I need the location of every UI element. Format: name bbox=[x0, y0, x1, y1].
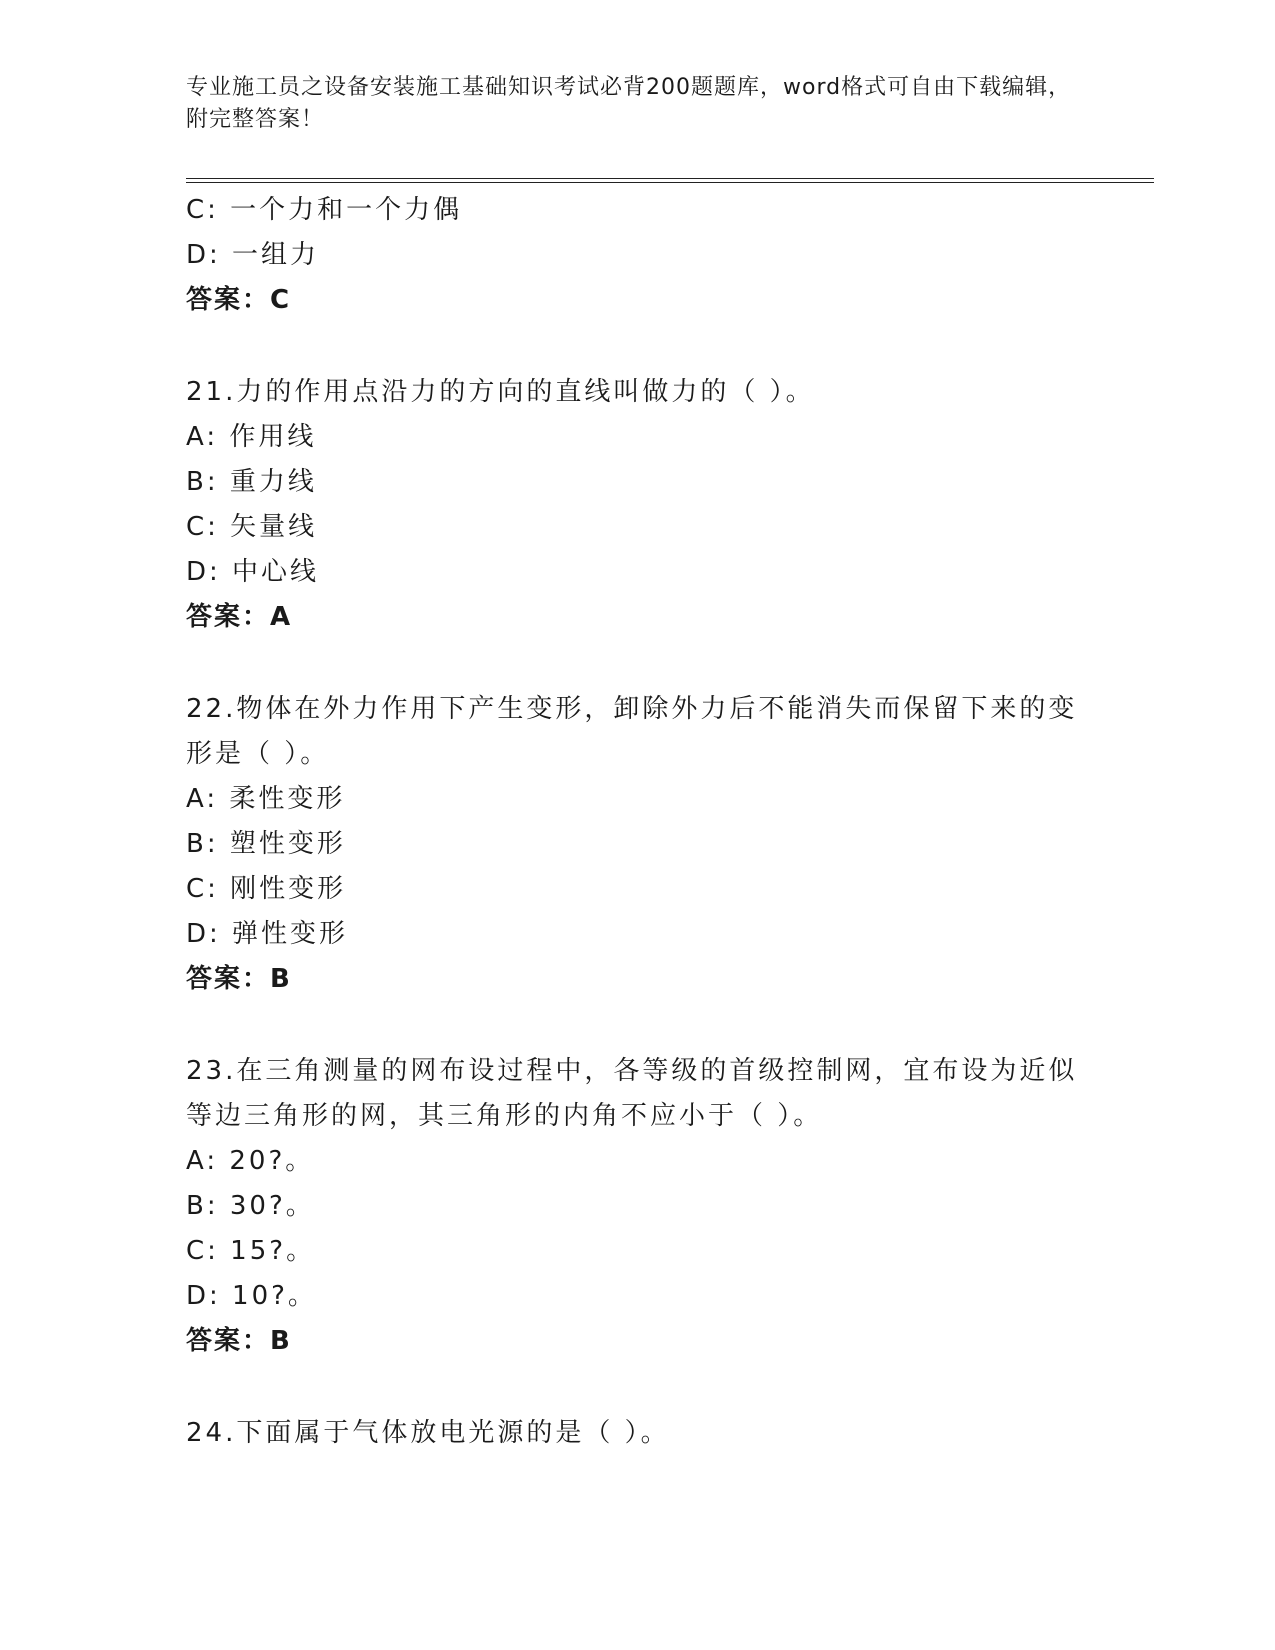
answer-line: 答案：B bbox=[186, 1326, 292, 1356]
answer-line: 答案：B bbox=[186, 964, 292, 994]
answer-line: 答案：A bbox=[186, 602, 293, 632]
question-block-22 bbox=[186, 687, 1086, 1002]
option-d: D: 中心线 bbox=[186, 557, 320, 587]
option-a: A: 20?。 bbox=[186, 1146, 315, 1176]
option-b: B: 塑性变形 bbox=[186, 829, 346, 859]
option-b: B: 30?。 bbox=[186, 1191, 315, 1221]
option-c: C: 刚性变形 bbox=[186, 874, 347, 904]
answer-line: 答案：C bbox=[186, 285, 292, 315]
question-block-21 bbox=[186, 370, 1086, 640]
question-block-20-tail bbox=[186, 188, 1086, 323]
question-text: 24.下面属于气体放电光源的是（ ）。 bbox=[186, 1418, 670, 1448]
header-rule-bottom bbox=[186, 182, 1154, 183]
question-text: 22.物体在外力作用下产生变形，卸除外力后不能消失而保留下来的变形是（ ）。 bbox=[186, 694, 1078, 769]
question-block-23 bbox=[186, 1049, 1086, 1364]
option-c: C: 矢量线 bbox=[186, 512, 318, 542]
document-header bbox=[186, 72, 1086, 136]
document-body bbox=[186, 188, 1086, 1456]
question-block-24 bbox=[186, 1411, 1086, 1456]
option-b: B: 重力线 bbox=[186, 467, 317, 497]
option-d: D: 10?。 bbox=[186, 1281, 317, 1311]
option-a: A: 柔性变形 bbox=[186, 784, 346, 814]
option-a: A: 作用线 bbox=[186, 422, 317, 452]
option-d: D: 一组力 bbox=[186, 240, 320, 270]
document-title: 专业施工员之设备安装施工基础知识考试必背200题题库，word格式可自由下载编辑，附完整答案！ bbox=[186, 75, 1072, 132]
question-text: 21.力的作用点沿力的方向的直线叫做力的（ ）。 bbox=[186, 377, 815, 407]
question-text: 23.在三角测量的网布设过程中，各等级的首级控制网，宜布设为近似等边三角形的网，其三角形的内角不应小于（ ）。 bbox=[186, 1056, 1078, 1131]
header-rule-top bbox=[186, 178, 1154, 179]
option-c: C: 15?。 bbox=[186, 1236, 316, 1266]
option-c: C: 一个力和一个力偶 bbox=[186, 195, 463, 225]
option-d: D: 弹性变形 bbox=[186, 919, 349, 949]
